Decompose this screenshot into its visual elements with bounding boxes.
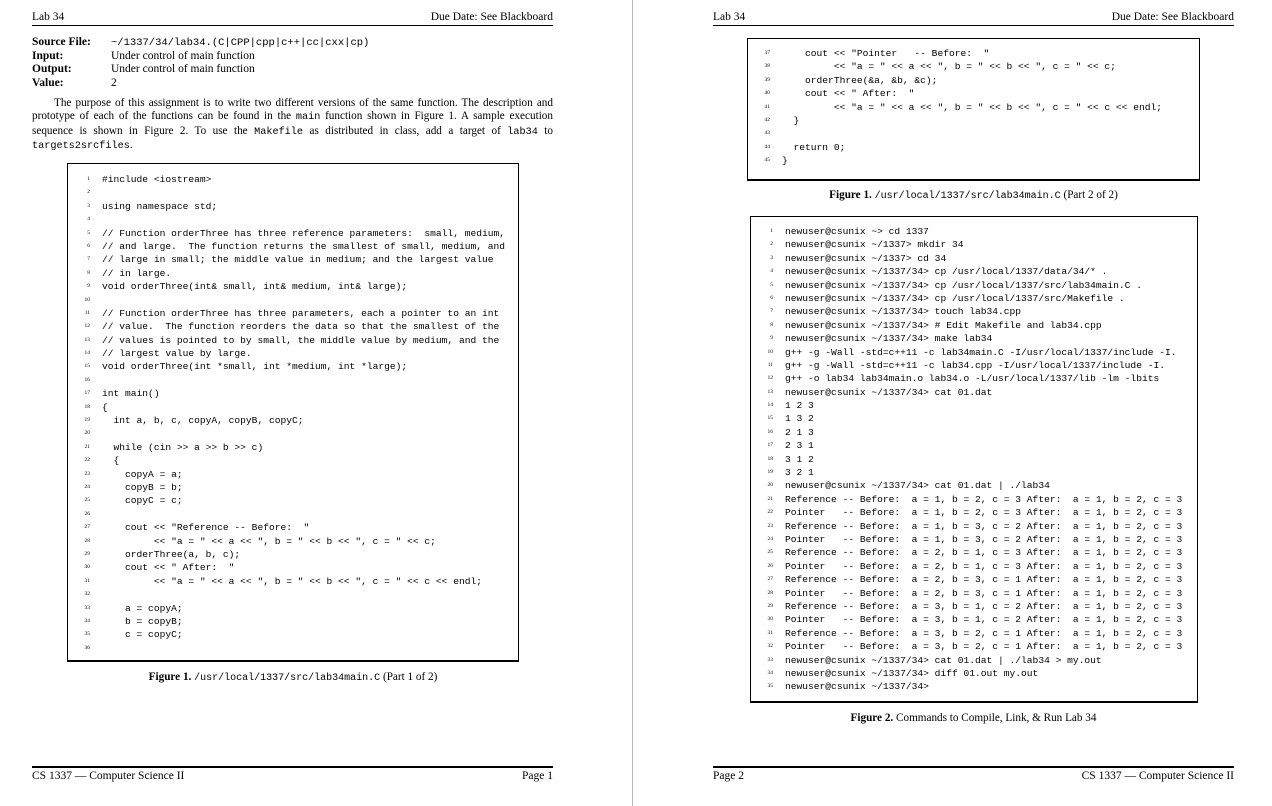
line-text: orderThree(a, b, c); xyxy=(102,548,241,560)
header-due-date: Due Date: See Blackboard xyxy=(430,11,553,23)
code-line xyxy=(68,307,518,320)
line-number: 4 xyxy=(87,216,90,223)
line-text: Pointer -- Before: a = 1, b = 2, c = 3 After: a = 1, b = 2, c = 3 xyxy=(785,507,1183,519)
line-number: 36 xyxy=(84,644,90,651)
line-text: // values is pointed to by small, the middle value by medium, and the xyxy=(102,334,500,346)
line-number: 3 xyxy=(770,254,773,261)
terminal-line xyxy=(751,533,1197,546)
caption-label: Figure 1. xyxy=(829,189,872,201)
code-line xyxy=(68,227,518,240)
line-number: 15 xyxy=(767,415,773,422)
line-text: << "a = " << a << ", b = " << b << ", c = " << c << endl; xyxy=(102,575,482,587)
line-number: 11 xyxy=(84,309,90,316)
paragraph-text: as distributed in class, add a target of xyxy=(303,124,508,137)
line-number: 28 xyxy=(767,589,773,596)
line-number: 22 xyxy=(84,457,90,464)
line-text: newuser@csunix ~/1337/34> touch lab34.cpp xyxy=(785,306,1022,318)
code-line xyxy=(68,468,518,481)
line-number: 10 xyxy=(767,348,773,355)
code-line xyxy=(68,200,518,213)
line-text: g++ -o lab34 lab34main.o lab34.o -L/usr/local/1337/lib -lm -lbits xyxy=(785,373,1160,385)
line-number: 1 xyxy=(87,176,90,182)
paragraph-text: . xyxy=(129,139,133,152)
page-header xyxy=(713,11,1234,26)
line-text: while (cin >> a >> b >> c) xyxy=(102,441,264,453)
code-line xyxy=(748,87,1199,100)
line-text: { xyxy=(102,455,120,467)
line-number: 16 xyxy=(767,428,773,435)
page-footer xyxy=(32,766,553,782)
line-text: << "a = " << a << ", b = " << b << ", c = " << c; xyxy=(102,535,436,547)
info-row-value xyxy=(32,77,369,91)
line-number: 18 xyxy=(84,403,90,410)
line-text: 1 3 2 xyxy=(785,413,814,425)
line-text: using namespace std; xyxy=(102,200,218,212)
terminal-line xyxy=(751,372,1197,385)
code-line xyxy=(68,615,518,628)
inline-code: lab34 xyxy=(507,126,538,138)
info-key: Output: xyxy=(32,63,72,75)
line-text: orderThree(&a, &b, &c); xyxy=(782,74,938,86)
line-text: // Function orderThree has three reference parameters: small, medium, xyxy=(102,227,506,239)
code-line xyxy=(68,414,518,427)
line-text: newuser@csunix ~/1337/34> make lab34 xyxy=(785,333,993,345)
caption-label: Figure 2. xyxy=(850,712,894,724)
line-number: 15 xyxy=(84,363,90,370)
terminal-line xyxy=(751,587,1197,600)
line-text: copyC = c; xyxy=(102,495,183,507)
header-lab-title: Lab 34 xyxy=(713,11,746,23)
caption-text: Commands to Compile, Link, & Run Lab 34 xyxy=(896,712,1097,724)
terminal-line xyxy=(751,332,1197,345)
terminal-line xyxy=(751,573,1197,586)
line-number: 44 xyxy=(764,143,770,150)
figure-1-caption-part-1 xyxy=(67,671,519,684)
code-line xyxy=(68,575,518,588)
line-number: 26 xyxy=(84,510,90,517)
line-number: 14 xyxy=(84,350,90,357)
line-text: newuser@csunix ~/1337> cd 34 xyxy=(785,252,947,264)
line-number: 26 xyxy=(767,562,773,569)
line-number: 12 xyxy=(767,375,773,382)
code-line xyxy=(68,561,518,574)
line-number: 40 xyxy=(764,90,770,97)
caption-suffix: (Part 1 of 2) xyxy=(382,671,438,683)
line-number: 34 xyxy=(84,617,90,624)
code-line xyxy=(68,360,518,373)
line-number: 19 xyxy=(84,417,90,424)
terminal-line xyxy=(751,399,1197,412)
code-line xyxy=(68,387,518,400)
line-number: 35 xyxy=(84,631,90,638)
line-text: // largest value by large. xyxy=(102,348,252,360)
line-number: 23 xyxy=(84,470,90,477)
line-number: 13 xyxy=(767,388,773,395)
figure-2-caption xyxy=(747,712,1200,724)
terminal-line xyxy=(751,479,1197,492)
line-number: 23 xyxy=(767,522,773,529)
code-line xyxy=(748,127,1199,140)
line-text: newuser@csunix ~/1337> mkdir 34 xyxy=(785,239,964,251)
code-line xyxy=(68,280,518,293)
line-text: newuser@csunix ~/1337/34> diff 01.out my.out xyxy=(785,667,1039,679)
line-text: cout << "Pointer -- Before: " xyxy=(782,48,990,59)
terminal-line xyxy=(751,265,1197,278)
line-text: 1 2 3 xyxy=(785,400,814,412)
terminal-line xyxy=(751,225,1197,238)
terminal-line xyxy=(751,680,1197,693)
info-key: Source File: xyxy=(32,36,91,48)
code-listing-part-2 xyxy=(747,38,1200,181)
terminal-session-listing xyxy=(750,216,1198,703)
line-text: Pointer -- Before: a = 1, b = 3, c = 2 After: a = 1, b = 2, c = 3 xyxy=(785,533,1183,545)
line-text: Pointer -- Before: a = 3, b = 1, c = 2 After: a = 1, b = 2, c = 3 xyxy=(785,614,1183,626)
line-number: 8 xyxy=(770,321,773,328)
line-text: 3 2 1 xyxy=(785,467,814,479)
caption-path: /usr/local/1337/src/lab34main.C xyxy=(874,191,1061,202)
line-number: 18 xyxy=(767,455,773,462)
line-number: 33 xyxy=(84,604,90,611)
line-number: 42 xyxy=(764,116,770,123)
line-number: 10 xyxy=(84,296,90,303)
paragraph-text: The purpose of this assignment is to write two different versions of the same function. The description and prototype of each of the functions can be found in the xyxy=(32,97,553,123)
line-number: 37 xyxy=(764,50,770,56)
line-text: Reference -- Before: a = 2, b = 3, c = 1 After: a = 1, b = 2, c = 3 xyxy=(785,574,1183,586)
line-number: 5 xyxy=(770,281,773,288)
code-line xyxy=(748,141,1199,154)
line-text: copyB = b; xyxy=(102,481,183,493)
line-text: int a, b, c, copyA, copyB, copyC; xyxy=(102,415,304,427)
line-text: } xyxy=(782,114,800,126)
info-row-input xyxy=(32,50,369,64)
line-text: Reference -- Before: a = 3, b = 2, c = 1 After: a = 1, b = 2, c = 3 xyxy=(785,627,1183,639)
code-line xyxy=(68,521,518,534)
page-header xyxy=(32,11,553,26)
terminal-line xyxy=(751,279,1197,292)
code-line xyxy=(748,154,1199,167)
line-text: // Function orderThree has three parameters, each a pointer to an int xyxy=(102,307,500,319)
line-text: { xyxy=(102,401,108,413)
code-line xyxy=(68,628,518,641)
line-text: << "a = " << a << ", b = " << b << ", c = " << c << endl; xyxy=(782,101,1162,113)
terminal-line xyxy=(751,506,1197,519)
terminal-line xyxy=(751,560,1197,573)
line-text: a = copyA; xyxy=(102,602,183,614)
terminal-line xyxy=(751,292,1197,305)
line-number: 32 xyxy=(767,643,773,650)
code-line xyxy=(748,101,1199,114)
code-line xyxy=(68,294,518,307)
line-text: newuser@csunix ~/1337/34> cp /usr/local/1337/src/Makefile . xyxy=(785,292,1125,304)
code-line xyxy=(68,253,518,266)
info-key: Value: xyxy=(32,76,64,89)
assignment-info xyxy=(32,36,369,90)
line-number: 38 xyxy=(764,63,770,70)
terminal-line xyxy=(751,627,1197,640)
code-line xyxy=(748,114,1199,127)
code-line xyxy=(68,642,518,655)
line-number: 19 xyxy=(767,469,773,476)
line-number: 25 xyxy=(767,549,773,556)
line-text: cout << " After: " xyxy=(102,562,235,574)
code-line xyxy=(68,588,518,601)
line-number: 8 xyxy=(87,269,90,276)
line-text: #include <iostream> xyxy=(102,174,212,185)
line-number: 2 xyxy=(87,189,90,196)
caption-path: /usr/local/1337/src/lab34main.C xyxy=(194,673,381,684)
info-value: Under control of main function xyxy=(111,63,255,75)
line-number: 7 xyxy=(87,256,90,263)
footer-course: CS 1337 — Computer Science II xyxy=(32,770,185,782)
line-number: 13 xyxy=(84,336,90,343)
line-text: return 0; xyxy=(782,141,846,153)
code-line xyxy=(68,347,518,360)
line-number: 27 xyxy=(767,576,773,583)
page-2 xyxy=(633,0,1272,806)
terminal-line xyxy=(751,439,1197,452)
line-number: 45 xyxy=(764,157,770,164)
terminal-line xyxy=(751,346,1197,359)
line-number: 39 xyxy=(764,76,770,83)
line-number: 24 xyxy=(767,535,773,542)
line-number: 17 xyxy=(84,390,90,397)
line-number: 27 xyxy=(84,524,90,531)
line-number: 25 xyxy=(84,497,90,504)
line-text: // large in small; the middle value in medium; and the largest value xyxy=(102,254,494,266)
line-number: 31 xyxy=(767,629,773,636)
line-number: 33 xyxy=(767,656,773,663)
line-number: 32 xyxy=(84,591,90,598)
line-number: 7 xyxy=(770,308,773,315)
terminal-line xyxy=(751,546,1197,559)
terminal-line xyxy=(751,252,1197,265)
code-line xyxy=(748,74,1199,87)
info-value: ~/1337/34/lab34.(C|CPP|cpp|c++|cc|cxx|cp) xyxy=(111,37,370,49)
page-footer xyxy=(713,766,1234,782)
line-text: void orderThree(int *small, int *medium, int *large); xyxy=(102,361,408,373)
terminal-line xyxy=(751,453,1197,466)
terminal-line xyxy=(751,359,1197,372)
terminal-line xyxy=(751,238,1197,251)
line-text: } xyxy=(782,155,788,167)
line-text: newuser@csunix ~> cd 1337 xyxy=(785,226,929,237)
line-number: 24 xyxy=(84,483,90,490)
paragraph-text: to xyxy=(537,124,554,137)
line-text: b = copyB; xyxy=(102,615,183,627)
terminal-line xyxy=(751,667,1197,680)
line-text: cout << " After: " xyxy=(782,88,915,100)
terminal-line xyxy=(751,319,1197,332)
terminal-line xyxy=(751,412,1197,425)
code-line xyxy=(68,508,518,521)
line-number: 11 xyxy=(767,361,773,368)
footer-course: CS 1337 — Computer Science II xyxy=(1081,770,1234,782)
code-line xyxy=(748,47,1199,60)
line-text: 3 1 2 xyxy=(785,453,814,465)
line-text: g++ -g -Wall -std=c++11 -c lab34main.C -I/usr/local/1337/include -I. xyxy=(785,346,1177,358)
code-line xyxy=(68,441,518,454)
code-line xyxy=(68,535,518,548)
line-text: c = copyC; xyxy=(102,629,183,641)
code-line xyxy=(68,374,518,387)
line-number: 29 xyxy=(767,602,773,609)
terminal-line xyxy=(751,426,1197,439)
figure-1-caption-part-2 xyxy=(747,189,1200,202)
line-text: // in large. xyxy=(102,267,172,279)
line-number: 16 xyxy=(84,376,90,383)
code-line xyxy=(68,240,518,253)
terminal-line xyxy=(751,466,1197,479)
line-text: newuser@csunix ~/1337/34> # Edit Makefile and lab34.cpp xyxy=(785,319,1102,331)
code-line xyxy=(68,267,518,280)
info-key: Input: xyxy=(32,49,64,62)
line-text: // and large. The function returns the smallest of small, medium, and xyxy=(102,240,506,252)
inline-code: targets2srcfiles xyxy=(32,141,130,153)
inline-code: Makefile xyxy=(254,126,304,138)
line-number: 5 xyxy=(87,229,90,236)
terminal-line xyxy=(751,600,1197,613)
inline-code: main xyxy=(295,112,321,124)
code-line xyxy=(68,602,518,615)
line-number: 29 xyxy=(84,550,90,557)
code-line xyxy=(68,334,518,347)
line-text: Reference -- Before: a = 2, b = 1, c = 3 After: a = 1, b = 2, c = 3 xyxy=(785,547,1183,559)
line-number: 6 xyxy=(770,294,773,301)
terminal-line xyxy=(751,654,1197,667)
paragraph-text: function shown in Figure 1. A sample execution sequence is shown in Figure 2. To use the xyxy=(32,110,553,137)
line-number: 1 xyxy=(770,228,773,234)
line-text: int main() xyxy=(102,388,160,400)
line-text: newuser@csunix ~/1337/34> cat 01.dat xyxy=(785,386,993,398)
line-text: Pointer -- Before: a = 2, b = 3, c = 1 After: a = 1, b = 2, c = 3 xyxy=(785,587,1183,599)
line-text: 2 3 1 xyxy=(785,440,814,452)
code-line xyxy=(68,213,518,226)
line-number: 4 xyxy=(770,268,773,275)
line-number: 20 xyxy=(767,482,773,489)
line-text: // value. The function reorders the data so that the smallest of the xyxy=(102,321,500,333)
line-number: 30 xyxy=(84,564,90,571)
code-line xyxy=(68,401,518,414)
header-lab-title: Lab 34 xyxy=(32,11,65,23)
caption-suffix: (Part 2 of 2) xyxy=(1063,189,1118,201)
code-line xyxy=(68,427,518,440)
line-text: Pointer -- Before: a = 2, b = 1, c = 3 After: a = 1, b = 2, c = 3 xyxy=(785,560,1183,572)
line-number: 17 xyxy=(767,442,773,449)
line-text: newuser@csunix ~/1337/34> xyxy=(785,681,929,693)
footer-page-number: Page 1 xyxy=(522,770,553,782)
intro-paragraph xyxy=(32,97,553,154)
line-text: newuser@csunix ~/1337/34> cp /usr/local/1337/src/lab34main.C . xyxy=(785,279,1142,291)
info-row-source-file xyxy=(32,36,369,50)
line-text: << "a = " << a << ", b = " << b << ", c = " << c; xyxy=(782,61,1116,73)
line-number: 14 xyxy=(767,402,773,409)
terminal-line xyxy=(751,386,1197,399)
line-text: 2 1 3 xyxy=(785,426,814,438)
terminal-line xyxy=(751,520,1197,533)
caption-label: Figure 1. xyxy=(148,671,192,683)
page-1 xyxy=(0,0,632,806)
code-line xyxy=(68,481,518,494)
code-line xyxy=(68,494,518,507)
header-due-date: Due Date: See Blackboard xyxy=(1111,11,1234,23)
line-number: 20 xyxy=(84,430,90,437)
code-line xyxy=(748,60,1199,73)
code-line xyxy=(68,548,518,561)
line-text: Reference -- Before: a = 3, b = 1, c = 2 After: a = 1, b = 2, c = 3 xyxy=(785,600,1183,612)
code-line xyxy=(68,320,518,333)
line-number: 41 xyxy=(764,103,770,110)
line-text: Reference -- Before: a = 1, b = 2, c = 3 After: a = 1, b = 2, c = 3 xyxy=(785,493,1183,505)
line-text: newuser@csunix ~/1337/34> cat 01.dat | ./lab34 xyxy=(785,480,1050,492)
info-value: 2 xyxy=(111,76,117,89)
line-number: 43 xyxy=(764,130,770,137)
line-number: 30 xyxy=(767,616,773,623)
line-number: 12 xyxy=(84,323,90,330)
code-line xyxy=(68,173,518,186)
code-listing-part-1 xyxy=(67,163,519,662)
line-number: 9 xyxy=(87,283,90,290)
line-number: 35 xyxy=(767,683,773,690)
line-number: 22 xyxy=(767,509,773,516)
line-text: copyA = a; xyxy=(102,468,183,480)
line-number: 21 xyxy=(767,495,773,502)
line-text: void orderThree(int& small, int& medium, int& large); xyxy=(102,281,408,293)
code-line xyxy=(68,454,518,467)
line-text: Pointer -- Before: a = 3, b = 2, c = 1 After: a = 1, b = 2, c = 3 xyxy=(785,641,1183,653)
line-text: cout << "Reference -- Before: " xyxy=(102,522,310,534)
line-number: 21 xyxy=(84,443,90,450)
line-text: Reference -- Before: a = 1, b = 3, c = 2 After: a = 1, b = 2, c = 3 xyxy=(785,520,1183,532)
terminal-line xyxy=(751,493,1197,506)
line-text: g++ -g -Wall -std=c++11 -c lab34.cpp -I/usr/local/1337/include -I. xyxy=(785,359,1165,371)
line-number: 6 xyxy=(87,242,90,249)
info-value: Under control of main function xyxy=(111,49,255,62)
line-number: 3 xyxy=(87,202,90,209)
info-row-output xyxy=(32,63,369,77)
line-text: newuser@csunix ~/1337/34> cp /usr/local/1337/data/34/* . xyxy=(785,266,1108,278)
line-number: 31 xyxy=(84,577,90,584)
line-number: 9 xyxy=(770,335,773,342)
code-line xyxy=(68,186,518,199)
terminal-line xyxy=(751,305,1197,318)
terminal-line xyxy=(751,613,1197,626)
terminal-line xyxy=(751,640,1197,653)
line-number: 28 xyxy=(84,537,90,544)
line-number: 34 xyxy=(767,669,773,676)
line-text: newuser@csunix ~/1337/34> cat 01.dat | ./lab34 > my.out xyxy=(785,654,1102,666)
footer-page-number: Page 2 xyxy=(713,770,744,782)
line-number: 2 xyxy=(770,241,773,248)
